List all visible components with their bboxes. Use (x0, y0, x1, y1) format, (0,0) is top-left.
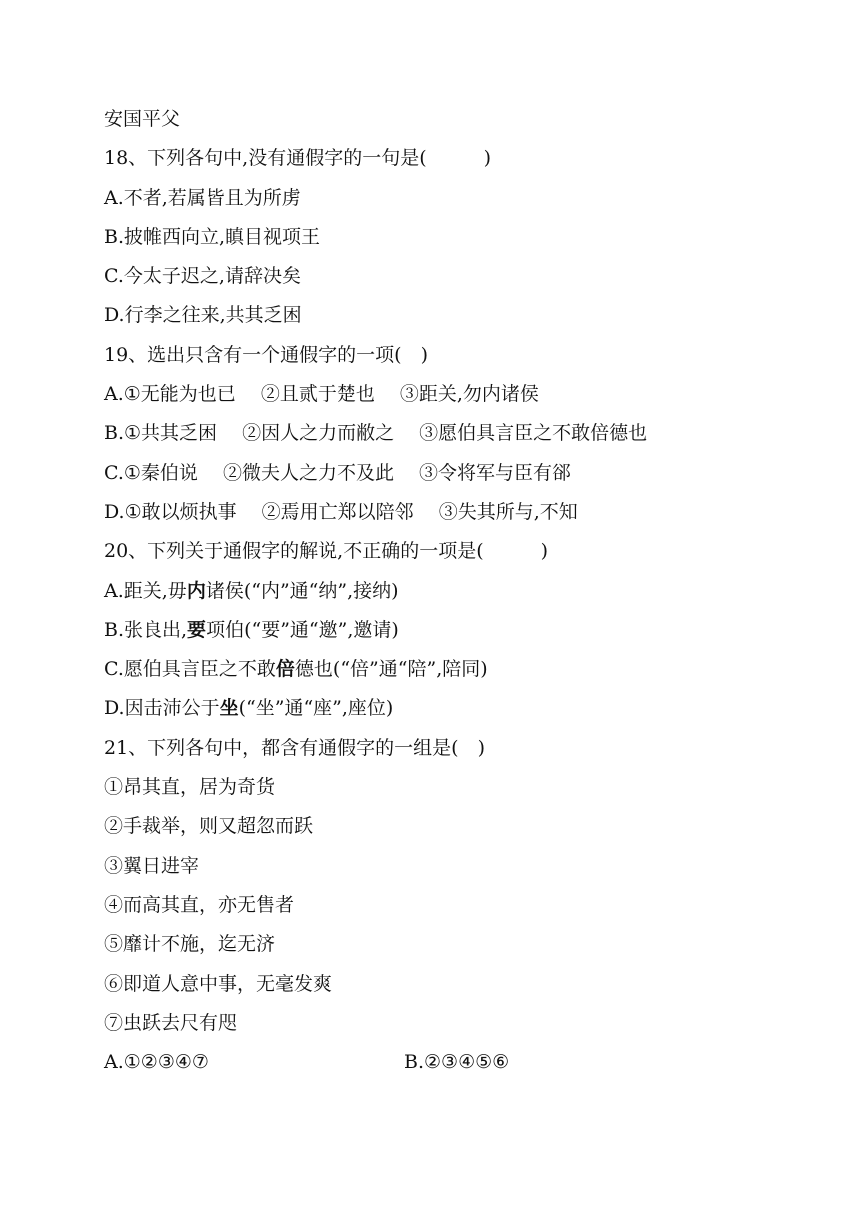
question-20-option-d (104, 689, 784, 728)
question-19-option-d: D.①敢以烦执事 ②焉用亡郑以陪邻 ③失其所与,不知 (104, 500, 578, 523)
question-20-stem: 20、下列关于通假字的解说,不正确的一项是( ) (104, 540, 549, 563)
option-text-pre: D.因击沛公于 (104, 697, 220, 720)
question-21-item-2: ②手裁举，则又超忽而跃 (104, 815, 314, 838)
question-19-option-a: A.①无能为也已 ②且贰于楚也 ③距关,勿内诸侯 (104, 383, 539, 406)
question-19-option-b: B.①共其乏困 ②因人之力而敝之 ③愿伯具言臣之不敢倍德也 (104, 422, 648, 445)
question-18-option-b: B.披帷西向立,瞋目视项王 (104, 225, 321, 248)
option-text-pre: C.愿伯具言臣之不敢 (104, 658, 276, 681)
option-text-pre: A.距关,毋 (104, 579, 187, 602)
question-18-option-c: C.今太子迟之,请辞决矣 (104, 265, 301, 288)
question-18-stem: 18、下列各句中,没有通假字的一句是( ) (104, 147, 492, 170)
question-18-option-d: D.行李之往来,共其乏困 (104, 304, 302, 327)
document-content (104, 100, 784, 1082)
option-text-post: 德也(“倍”通“陪”,陪同) (294, 658, 488, 681)
question-21-option-a: A.①②③④⑦ (104, 1051, 209, 1074)
option-bold-char: 倍 (275, 658, 295, 681)
option-bold-char: 内 (186, 579, 206, 602)
question-20-option-a (104, 572, 784, 611)
question-19-option-c: C.①秦伯说 ②微夫人之力不及此 ③令将军与臣有郤 (104, 461, 572, 484)
option-text-pre: B.张良出, (104, 618, 188, 641)
question-20-option-b (104, 611, 784, 650)
option-bold-char: 坐 (219, 697, 239, 720)
question-20-option-c (104, 650, 784, 689)
question-21-item-3: ③翼日进宰 (104, 854, 200, 877)
question-21-item-1: ①昂其直，居为奇货 (104, 776, 276, 799)
question-21-item-4: ④而高其直，亦无售者 (104, 893, 295, 916)
question-19-stem: 19、选出只含有一个通假字的一项( ) (104, 343, 429, 366)
question-21-options (104, 1043, 784, 1082)
question-21-item-7: ⑦虫跃去尺有咫 (104, 1011, 238, 1034)
option-bold-char: 要 (187, 618, 207, 641)
option-text-post: 项伯(“要”通“邀”,邀请) (206, 618, 399, 641)
question-21-option-b: B.②③④⑤⑥ (404, 1051, 510, 1074)
question-21-stem: 21、下列各句中，都含有通假字的一组是( ) (104, 736, 486, 759)
question-21-item-6: ⑥即道人意中事，无毫发爽 (104, 972, 333, 995)
question-18-option-a: A.不者,若属皆且为所虏 (104, 186, 301, 209)
option-text-post: (“坐”通“座”,座位) (238, 697, 394, 720)
option-text-post: 诸侯(“内”通“纳”,接纳) (205, 579, 399, 602)
question-21-item-5: ⑤靡计不施，迄无济 (104, 933, 276, 956)
text-line-0: 安国平父 (104, 108, 181, 130)
